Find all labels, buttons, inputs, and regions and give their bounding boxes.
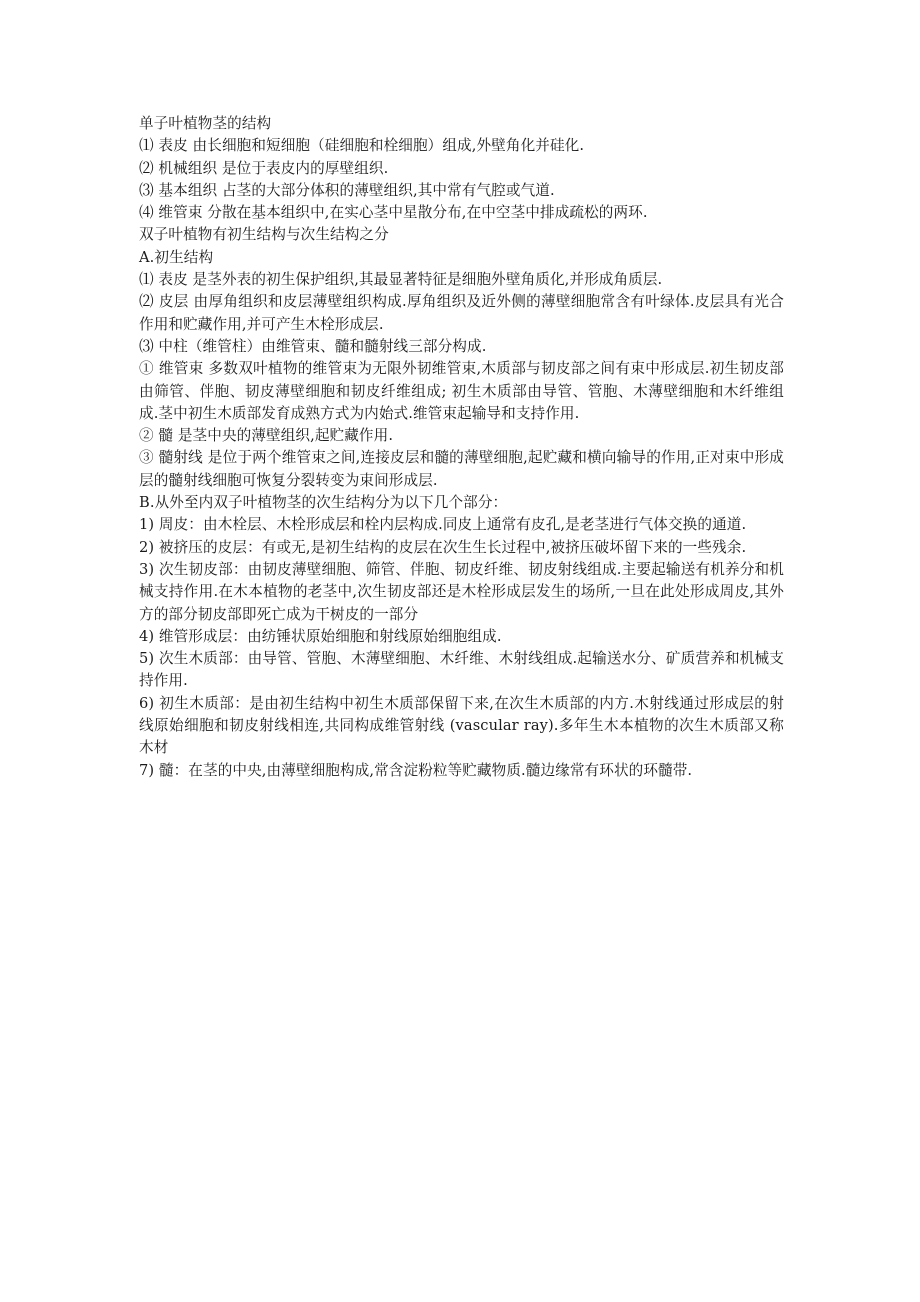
paragraph: ② 髓 是茎中央的薄壁组织,起贮藏作用. <box>139 427 394 445</box>
subheading-primary-structure: A.初生结构 <box>139 248 214 266</box>
paragraph: ① 维管束 多数双叶植物的维管束为无限外韧维管束,木质部与韧皮部之间有束中形成层.初生韧皮部由筛管、伴胞、韧皮薄壁细胞和韧皮纤维组成; 初生木质部由导管、管胞、木薄壁细胞和木纤维组成.茎中初生木质部发育成熟方式为内始式.维管束起输导和支持作用. <box>139 360 784 422</box>
paragraph: ⑷ 维管束 分散在基本组织中,在实心茎中星散分布,在中空茎中排成疏松的两环. <box>139 204 648 222</box>
paragraph: ⑴ 表皮 是茎外表的初生保护组织,其最显著特征是细胞外壁角质化,并形成角质层. <box>139 271 663 289</box>
list-item: 7) 髓：在茎的中央,由薄壁细胞构成,常含淀粉粒等贮藏物质.髓边缘常有环状的环髓带. <box>139 761 693 779</box>
paragraph: ⑶ 基本组织 占茎的大部分体积的薄壁组织,其中常有气腔或气道. <box>139 181 555 199</box>
section-heading-dicot: 双子叶植物有初生结构与次生结构之分 <box>139 226 389 244</box>
subheading-secondary-structure: B.从外至内双子叶植物茎的次生结构分为以下几个部分： <box>139 494 508 512</box>
list-item: 3) 次生韧皮部：由韧皮薄壁细胞、筛管、伴胞、韧皮纤维、韧皮射线组成.主要起输送有机养分和机械支持作用.在木本植物的老茎中,次生韧皮部还是木栓形成层发生的场所,一旦在此处形成周皮,其外方的部分韧皮部即死亡成为干树皮的一部分 <box>139 560 784 623</box>
paragraph: ⑶ 中柱（维管柱）由维管束、髓和髓射线三部分构成. <box>139 337 487 355</box>
section-heading-monocot: 单子叶植物茎的结构 <box>139 115 272 132</box>
list-item: 2) 被挤压的皮层：有或无,是初生结构的皮层在次生生长过程中,被挤压破坏留下来的一些残余. <box>139 538 747 556</box>
list-item: 5) 次生木质部：由导管、管胞、木薄壁细胞、木纤维、木射线组成.起输送水分、矿质营养和机械支持作用. <box>139 650 784 690</box>
list-item: 6) 初生木质部：是由初生结构中初生木质部保留下来,在次生木质部的内方.木射线通过形成层的射线原始细胞和韧皮射线相连,共同构成维管射线 (vascular ray).多年生木本植物的次生木质部又称木材 <box>139 694 784 757</box>
paragraph: ③ 髓射线 是位于两个维管束之间,连接皮层和髓的薄壁细胞,起贮藏和横向输导的作用,正对束中形成层的髓射线细胞可恢复分裂转变为束间形成层. <box>139 449 784 489</box>
paragraph: ⑵ 皮层 由厚角组织和皮层薄壁组织构成.厚角组织及近外侧的薄壁细胞常含有叶绿体.皮层具有光合作用和贮藏作用,并可产生木栓形成层. <box>139 293 784 333</box>
paragraph: ⑴ 表皮 由长细胞和短细胞（硅细胞和栓细胞）组成,外壁角化并硅化. <box>139 137 585 155</box>
paragraph: ⑵ 机械组织 是位于表皮内的厚壁组织. <box>139 159 389 177</box>
list-item: 4) 维管形成层：由纺锤状原始细胞和射线原始细胞组成. <box>139 627 502 645</box>
list-item: 1) 周皮：由木栓层、木栓形成层和栓内层构成.同皮上通常有皮孔,是老茎进行气体交换的通道. <box>139 516 747 534</box>
document-body <box>139 113 784 782</box>
